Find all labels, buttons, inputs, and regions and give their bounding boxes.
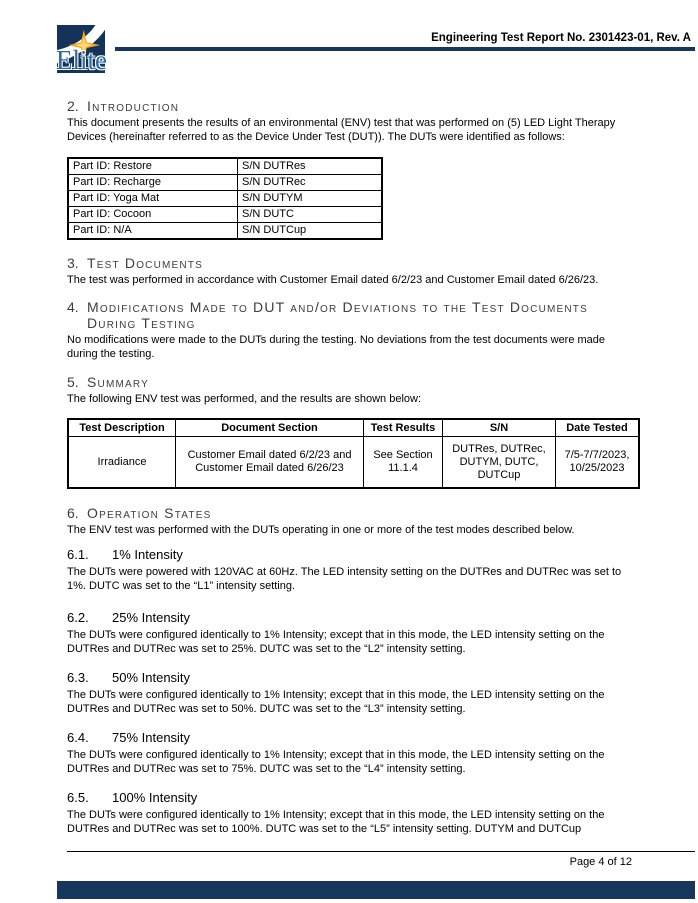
subsection-number: 6.5. xyxy=(67,790,89,805)
section-body-summary: The following ENV test was performed, and the results are shown below: xyxy=(67,393,422,405)
table-header-row xyxy=(68,419,639,437)
section-title: Summary xyxy=(87,374,150,390)
subsection-title: 100% Intensity xyxy=(112,790,198,805)
section-number: 5. xyxy=(67,374,79,390)
table-row xyxy=(68,223,382,240)
dut-part-id: Part ID: Restore xyxy=(68,158,238,175)
dut-table xyxy=(67,157,383,240)
table-row xyxy=(68,175,382,191)
dut-serial: S/N DUTCup xyxy=(238,223,383,240)
subsection-title: 75% Intensity xyxy=(112,730,191,745)
section-body-operation-states: The ENV test was performed with the DUTs operating in one or more of the test modes described below. xyxy=(67,524,575,536)
table-row xyxy=(68,158,382,175)
subsection-heading-100pct xyxy=(67,790,632,806)
header-rule xyxy=(115,47,695,51)
subsection-heading-50pct xyxy=(67,670,632,686)
subsection-heading-75pct xyxy=(67,730,632,746)
section-body-test-documents: The test was performed in accordance with Customer Email dated 6/2/23 and Customer Email dated 6/26/23. xyxy=(67,274,599,286)
dut-part-id: Part ID: N/A xyxy=(68,223,238,240)
summary-test-description: Irradiance xyxy=(68,437,176,489)
table-row xyxy=(68,191,382,207)
subsection-title: 25% Intensity xyxy=(112,610,191,625)
dut-part-id: Part ID: Cocoon xyxy=(68,207,238,223)
subsection-number: 6.1. xyxy=(67,547,89,562)
subsection-body-75pct: The DUTs were configured identically to 1% Intensity; except that in this mode, the LED intensity setting on the DUTRes and DUTRec was set to 75%. DUTC was set to the “L4” intensity setting. xyxy=(67,749,605,775)
dut-serial: S/N DUTRes xyxy=(238,158,383,175)
summary-serial-numbers: DUTRes, DUTRec, DUTYM, DUTC, DUTCup xyxy=(443,437,556,489)
subsection-title: 1% Intensity xyxy=(112,547,183,562)
subsection-heading-1pct xyxy=(67,547,632,563)
summary-test-results: See Section 11.1.4 xyxy=(364,437,443,489)
page-number: Page 4 of 12 xyxy=(569,856,632,868)
summary-document-section: Customer Email dated 6/2/23 and Customer Email dated 6/26/23 xyxy=(176,437,364,489)
report-title: Engineering Test Report No. 2301423-01, Rev. A xyxy=(431,32,691,44)
dut-serial: S/N DUTC xyxy=(238,207,383,223)
footer-bar xyxy=(57,881,695,899)
footer-rule xyxy=(67,851,695,852)
summary-table xyxy=(67,418,640,489)
subsection-number: 6.2. xyxy=(67,610,89,625)
section-heading-operation-states xyxy=(67,505,632,521)
logo-wordmark: Elite xyxy=(56,45,107,75)
section-title: Operation States xyxy=(87,505,212,521)
table-row xyxy=(68,207,382,223)
section-heading-test-documents xyxy=(67,255,632,271)
subsection-heading-25pct xyxy=(67,610,632,626)
section-heading-introduction xyxy=(67,98,632,114)
subsection-number: 6.3. xyxy=(67,670,89,685)
document-body xyxy=(67,98,632,836)
section-heading-summary xyxy=(67,374,632,390)
section-number: 6. xyxy=(67,505,79,521)
column-header: Document Section xyxy=(176,419,364,437)
table-row xyxy=(68,437,639,489)
section-number: 3. xyxy=(67,255,79,271)
dut-serial: S/N DUTYM xyxy=(238,191,383,207)
section-number: 2. xyxy=(67,98,79,114)
column-header: Test Results xyxy=(364,419,443,437)
column-header: Test Description xyxy=(68,419,176,437)
subsection-title: 50% Intensity xyxy=(112,670,191,685)
section-title: Test Documents xyxy=(87,255,204,271)
section-heading-modifications xyxy=(67,299,615,331)
section-number: 4. xyxy=(67,299,79,315)
dut-serial: S/N DUTRec xyxy=(238,175,383,191)
column-header: Date Tested xyxy=(556,419,640,437)
column-header: S/N xyxy=(443,419,556,437)
subsection-body-50pct: The DUTs were configured identically to 1% Intensity; except that in this mode, the LED intensity setting on the DUTRes and DUTRec was set to 50%. DUTC was set to the “L3” intensity setting. xyxy=(67,689,605,715)
subsection-body-100pct: The DUTs were configured identically to 1% Intensity; except that in this mode, the LED intensity setting on the DUTRes and DUTRec was set to 100%. DUTC was set to the “L5” intensity setting. DUTYM and DUTCup xyxy=(67,809,605,835)
section-title: Modifications Made to DUT and/or Deviations to the Test Documents During Testing xyxy=(87,299,588,331)
subsection-body-1pct: The DUTs were powered with 120VAC at 60Hz. The LED intensity setting on the DUTRes and DUTRec was set to 1%. DUTC was set to the “L1” intensity setting. xyxy=(67,566,622,592)
subsection-body-25pct: The DUTs were configured identically to 1% Intensity; except that in this mode, the LED intensity setting on the DUTRes and DUTRec was set to 25%. DUTC was set to the “L2” intensity setting. xyxy=(67,629,605,655)
section-title: Introduction xyxy=(87,98,180,114)
dut-part-id: Part ID: Yoga Mat xyxy=(68,191,238,207)
subsection-number: 6.4. xyxy=(67,730,89,745)
section-body-introduction: This document presents the results of an environmental (ENV) test that was performed on (5) LED Light Therapy Devices (hereinafter referred to as the Device Under Test (DUT)). The DUTs were identified as follows: xyxy=(67,117,616,143)
section-body-modifications: No modifications were made to the DUTs during the testing. No deviations from the test documents were made during the testing. xyxy=(67,334,606,360)
elite-logo xyxy=(57,25,105,77)
summary-date-tested: 7/5-7/7/2023, 10/25/2023 xyxy=(556,437,640,489)
dut-part-id: Part ID: Recharge xyxy=(68,175,238,191)
